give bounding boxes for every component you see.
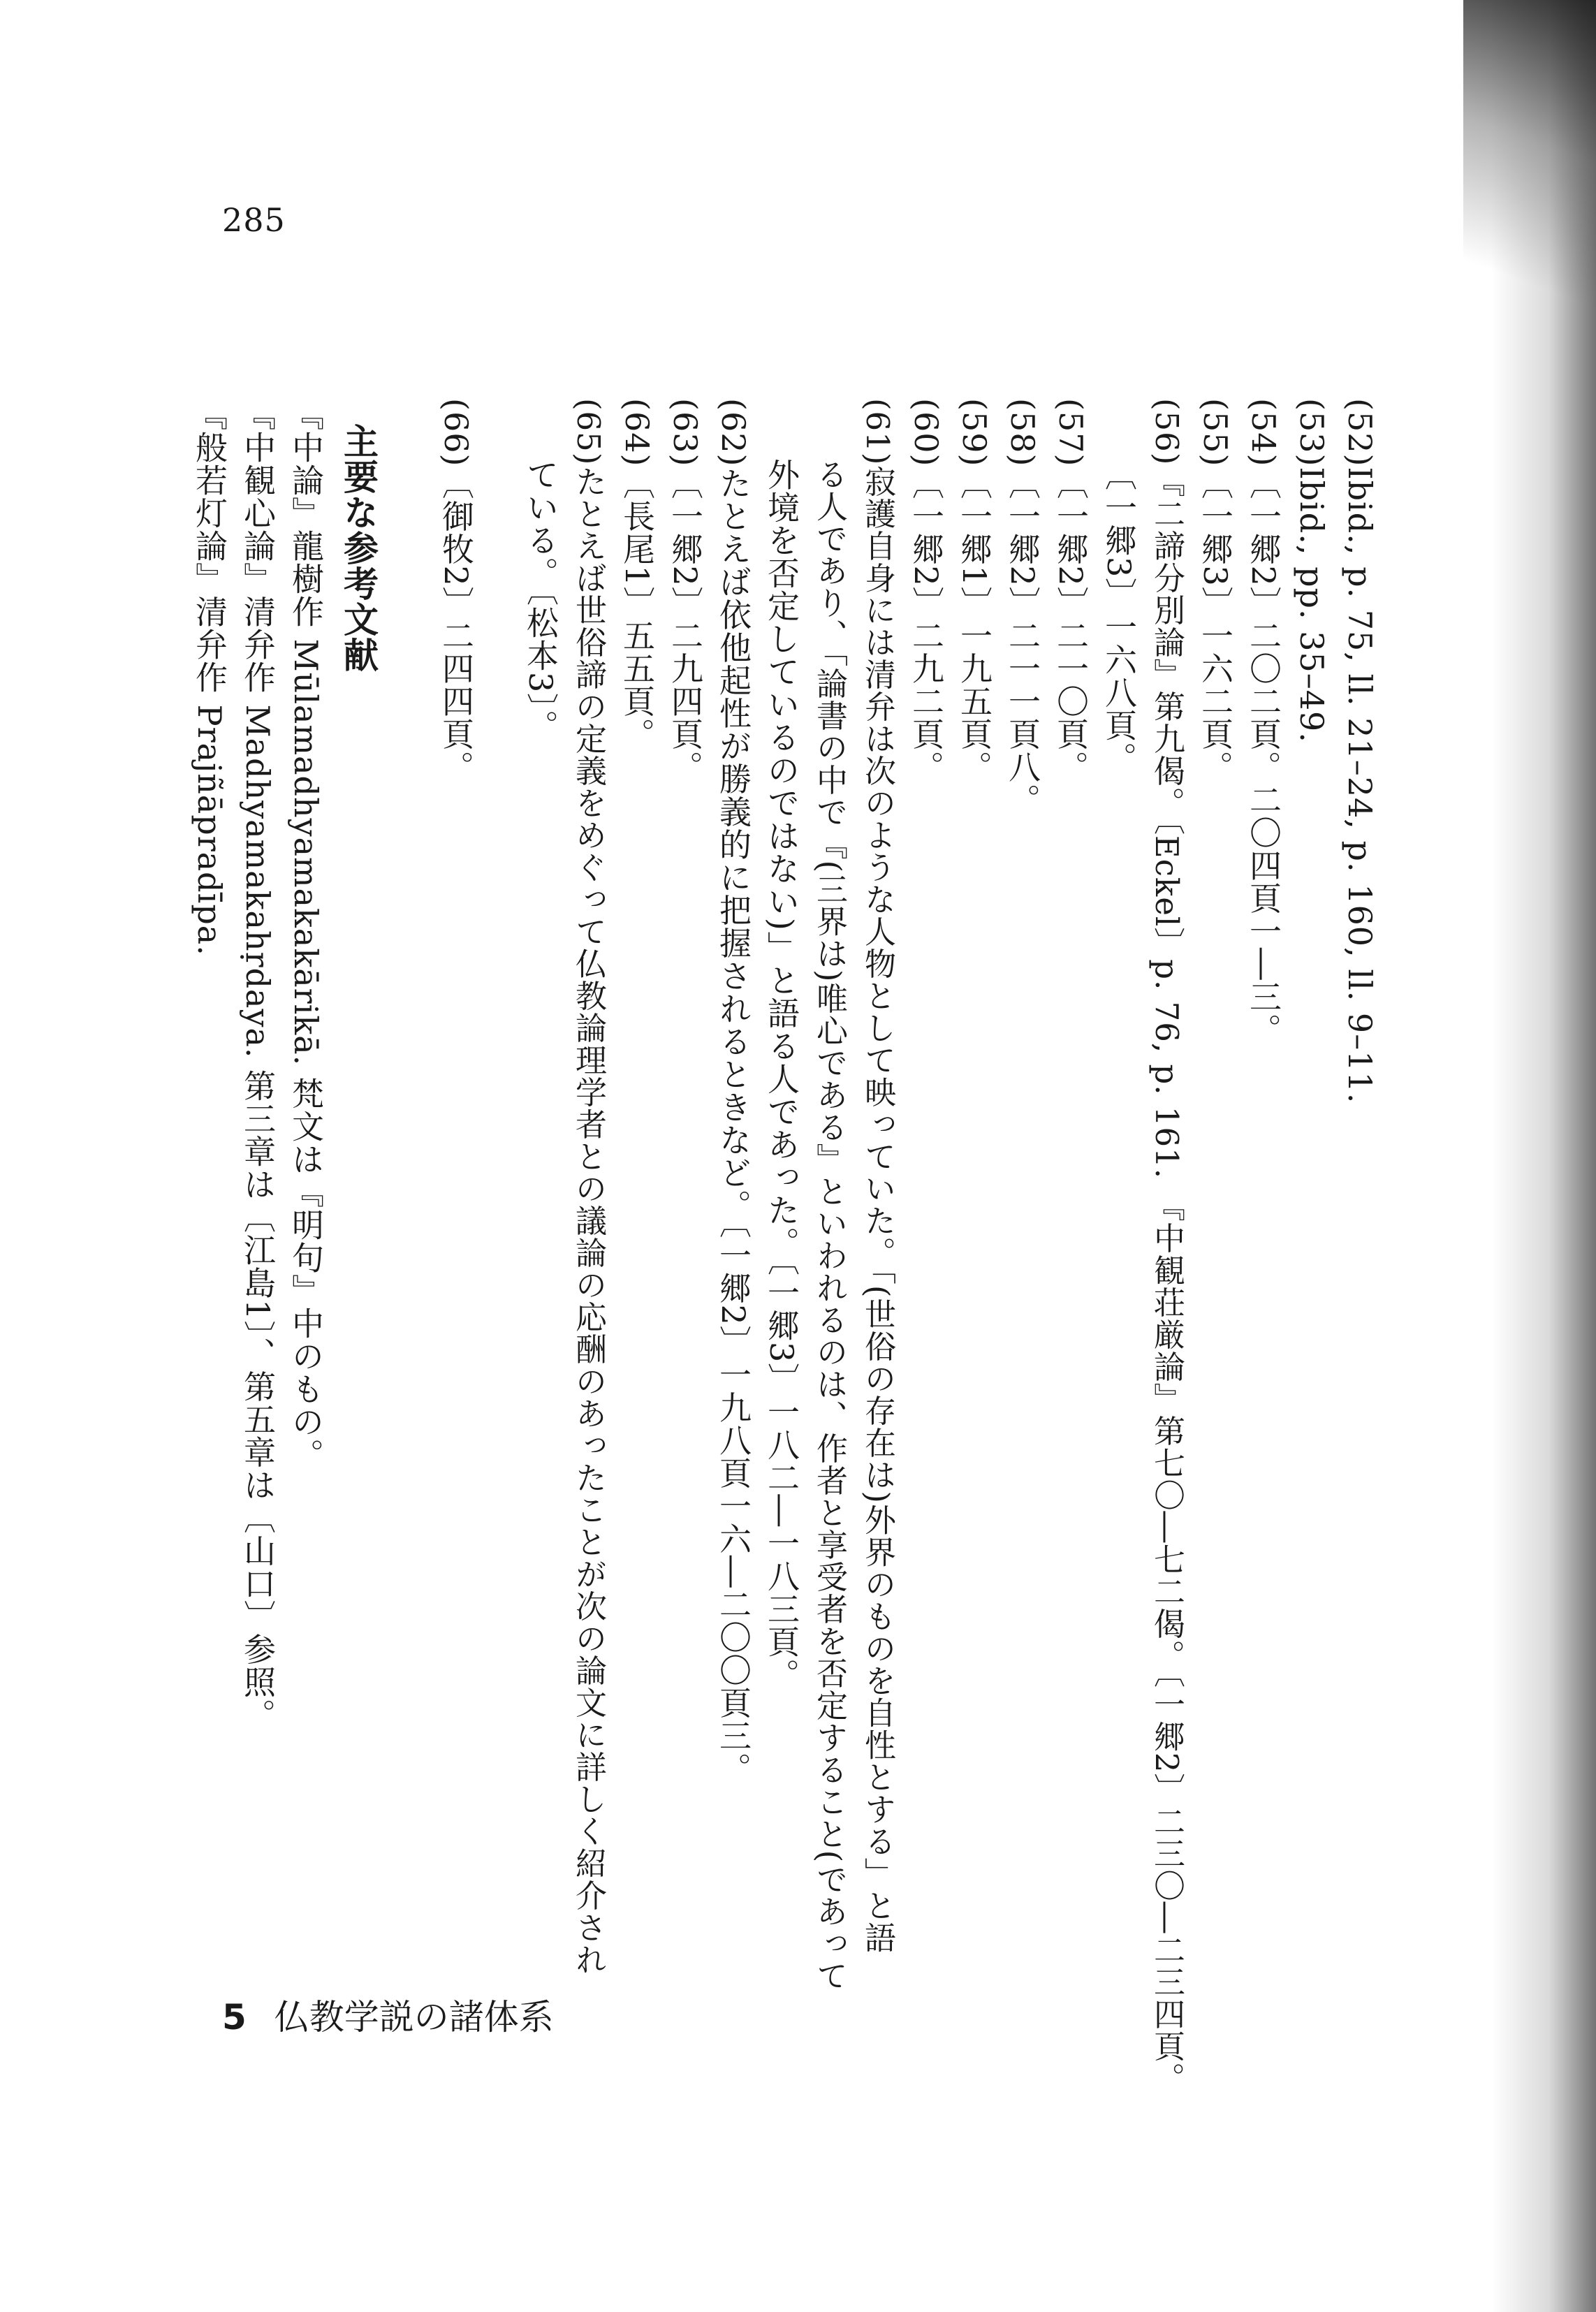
note-56 — [1148, 398, 1185, 2095]
note-text: 〔一郷2〕二九四頁。 — [666, 467, 704, 784]
note-63 — [666, 398, 704, 784]
note-text: 『二諦分別論』第九偈。〔Eckel〕p. 76, p. 161. 『中観荘厳論』第七〇―七二偈。〔一郷2〕二三〇―二三四頁。 — [1148, 465, 1185, 2095]
reference-item-3: 『般若灯論』清弁作 Prajñāpradīpa. — [191, 398, 228, 956]
reference-item-2: 『中観心論』清弁作 Madhyamakahṛdaya. 第三章は〔江島1〕、第五章は〔山口〕参照。 — [239, 398, 277, 1732]
note-text: 〔御牧2〕二四四頁。 — [437, 467, 475, 784]
note-label: (62) — [715, 398, 752, 467]
note-56-cont — [1100, 458, 1138, 775]
note-60 — [907, 398, 945, 784]
note-label: (53) — [1293, 398, 1331, 467]
note-label: (56) — [1148, 398, 1185, 466]
note-label: (65) — [570, 398, 607, 466]
note-text: 外境を否定しているのではない)」と語る人であった。〔一郷3〕一八二―一八三頁。 — [763, 458, 800, 1692]
note-61-cont-2 — [763, 458, 800, 1692]
running-footer — [222, 1989, 554, 2040]
scan-shadow-corner — [1463, 0, 1596, 363]
note-label: (61) — [859, 398, 896, 466]
note-label: (64) — [618, 398, 656, 467]
note-62 — [715, 398, 752, 1785]
note-59 — [956, 398, 993, 784]
note-text: 寂護自身には清弁は次のような人物として映っていた。「(世俗の存在は)外界のものを自性とする」と語 — [859, 465, 896, 1954]
note-text: る人であり、「論書の中で『(三界は)唯心である』といわれるのは、作者と享受者を否定すること(であって — [811, 458, 848, 1992]
note-label: (63) — [666, 398, 704, 467]
note-label: (60) — [907, 398, 945, 467]
references-heading: 主要な参考文献 — [338, 423, 379, 673]
note-text: 〔一郷2〕二一〇頁。 — [1052, 467, 1090, 784]
note-label: (59) — [956, 398, 993, 467]
note-58 — [1006, 398, 1039, 817]
chapter-title: 仏教学説の諸体系 — [274, 1997, 554, 2037]
note-61 — [859, 398, 896, 1954]
note-label: (58) — [1004, 398, 1041, 467]
reference-item-1: 『中論』龍樹作 Mūlamadhyamakakārikā. 梵文は『明句』中のもの。 — [287, 398, 325, 1471]
note-label: (66) — [437, 398, 475, 467]
note-text: 〔一郷3〕一六八頁。 — [1100, 458, 1138, 775]
note-54 — [1247, 398, 1280, 1046]
note-label: (54) — [1245, 398, 1282, 467]
note-text: ている。〔松本3〕。 — [522, 458, 559, 743]
note-64 — [618, 398, 656, 751]
note-label: (55) — [1196, 398, 1234, 467]
note-text: 〔一郷2〕二〇二頁。二〇四頁一―三。 — [1245, 467, 1282, 1046]
note-text: たとえば世俗諦の定義をめぐって仏教論理学者との議論の応酬のあったことが次の論文に詳しく紹介され — [570, 465, 607, 1976]
page-number: 285 — [222, 201, 286, 239]
note-label: (52) — [1341, 398, 1379, 467]
note-52 — [1341, 398, 1379, 1104]
note-53 — [1293, 398, 1331, 743]
note-66 — [437, 398, 475, 784]
note-text: 〔長尾1〕五五頁。 — [618, 467, 656, 751]
note-65-cont — [522, 458, 559, 743]
note-65 — [570, 398, 607, 1976]
note-text: たとえば依他起性が勝義的に把握されるときなど。〔一郷2〕一九八頁一六―二〇〇頁三。 — [715, 467, 752, 1785]
note-text: 〔一郷2〕二九二頁。 — [907, 467, 945, 784]
note-57 — [1052, 398, 1090, 784]
chapter-number: 5 — [222, 1997, 247, 2037]
note-61-cont-1 — [811, 458, 848, 1992]
note-text: 〔一郷3〕一六二頁。 — [1196, 467, 1234, 784]
note-label: (57) — [1052, 398, 1090, 467]
note-text: 〔一郷1〕一九五頁。 — [956, 467, 993, 784]
note-text: Ibid., pp. 35–49. — [1293, 467, 1331, 743]
note-text: Ibid., p. 75, ll. 21–24, p. 160, ll. 9–11. — [1341, 467, 1379, 1104]
note-55 — [1196, 398, 1234, 784]
note-text: 〔一郷2〕二一一頁八。 — [1004, 467, 1041, 817]
